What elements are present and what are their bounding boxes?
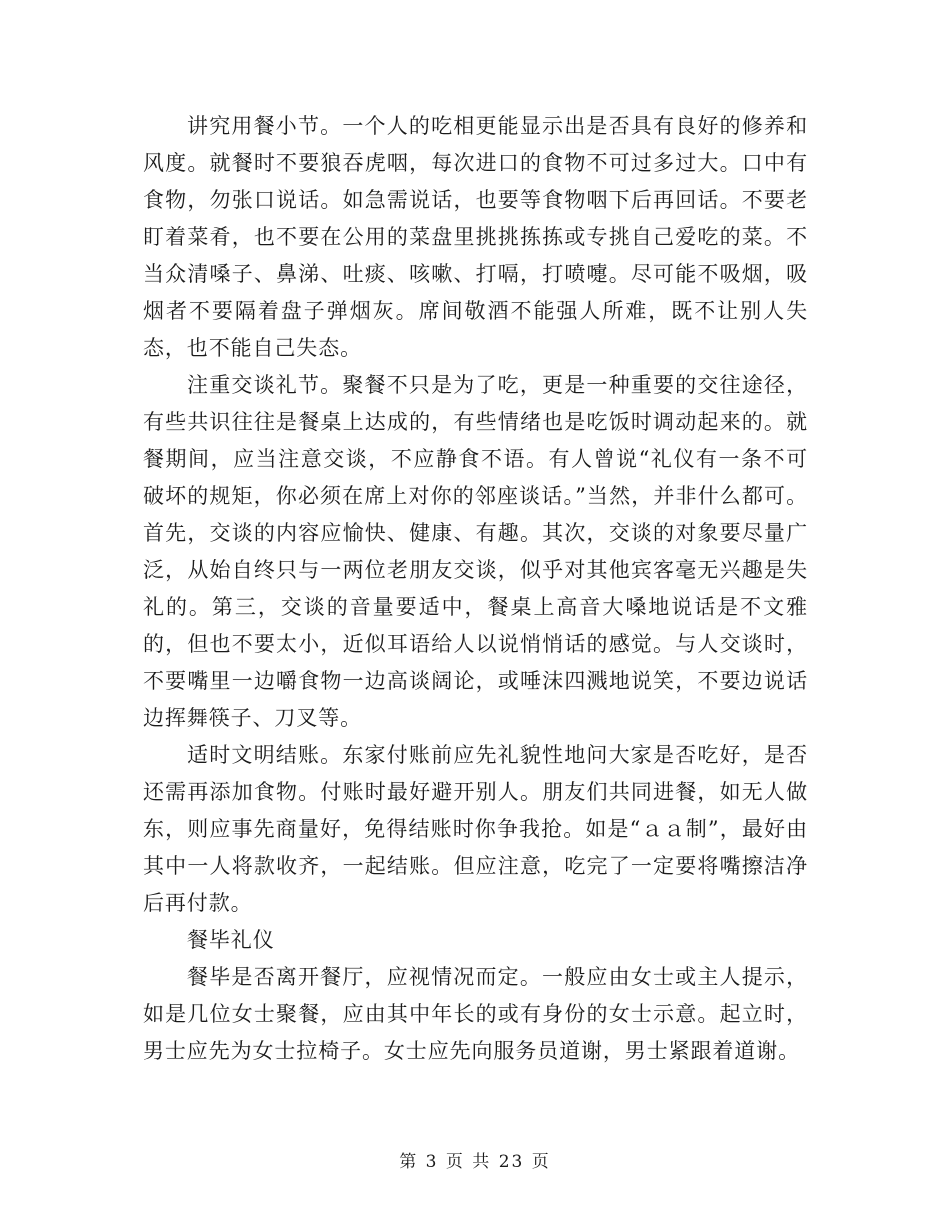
page-number-footer: 第 3 页 共 23 页 <box>399 1152 551 1172</box>
paragraph-after-meal: 餐毕是否离开餐厅，应视情况而定。一般应由女士或主人提示，如是几位女士聚餐，应由其中年长的或有身份的女士示意。起立时，男士应先为女士拉椅子。女士应先向服务员道谢，男士紧跟着道谢。 <box>143 965 808 1063</box>
paragraph-dining-manners: 讲究用餐小节。一个人的吃相更能显示出是否具有良好的修养和风度。就餐时不要狼吞虎咽，每次进口的食物不可过多过大。口中有食物，勿张口说话。如急需说话，也要等食物咽下后再回话。不要老盯着菜肴，也不要在公用的菜盘里挑挑拣拣或专挑自己爱吃的菜。不当众清嗓子、鼻涕、吐痰、咳嗽、打嗝，打喷嚏。尽可能不吸烟，吸烟者不要隔着盘子弹烟灰。席间敬酒不能强人所难，既不让别人失态，也不能自己失态。 <box>143 114 808 360</box>
section-heading-after-meal: 餐毕礼仪 <box>187 928 275 952</box>
document-body <box>143 108 808 1070</box>
paragraph-checkout-etiquette: 适时文明结账。东家付账前应先礼貌性地问大家是否吃好，是否还需再添加食物。付账时最好避开别人。朋友们共同进餐，如无人做东，则应事先商量好，免得结账时你争我抢。如是“ａａ制”，最好由其中一人将款收齐，一起结账。但应注意，吃完了一定要将嘴擦洁净后再付款。 <box>143 743 808 915</box>
paragraph-conversation-etiquette: 注重交谈礼节。聚餐不只是为了吃，更是一种重要的交往途径，有些共识往往是餐桌上达成的，有些情绪也是吃饭时调动起来的。就餐期间，应当注意交谈，不应静食不语。有人曾说“礼仪有一条不可破坏的规矩，你必须在席上对你的邻座谈话。”当然，并非什么都可。首先，交谈的内容应愉快、健康、有趣。其次，交谈的对象要尽量广泛，从始自终只与一两位老朋友交谈，似乎对其他宾客毫无兴趣是失礼的。第三，交谈的音量要适中，餐桌上高音大嗓地说话是不文雅的，但也不要太小，近似耳语给人以说悄悄话的感觉。与人交谈时，不要嘴里一边嚼食物一边高谈阔论，或唾沫四溅地说笑，不要边说话边挥舞筷子、刀叉等。 <box>143 373 808 730</box>
